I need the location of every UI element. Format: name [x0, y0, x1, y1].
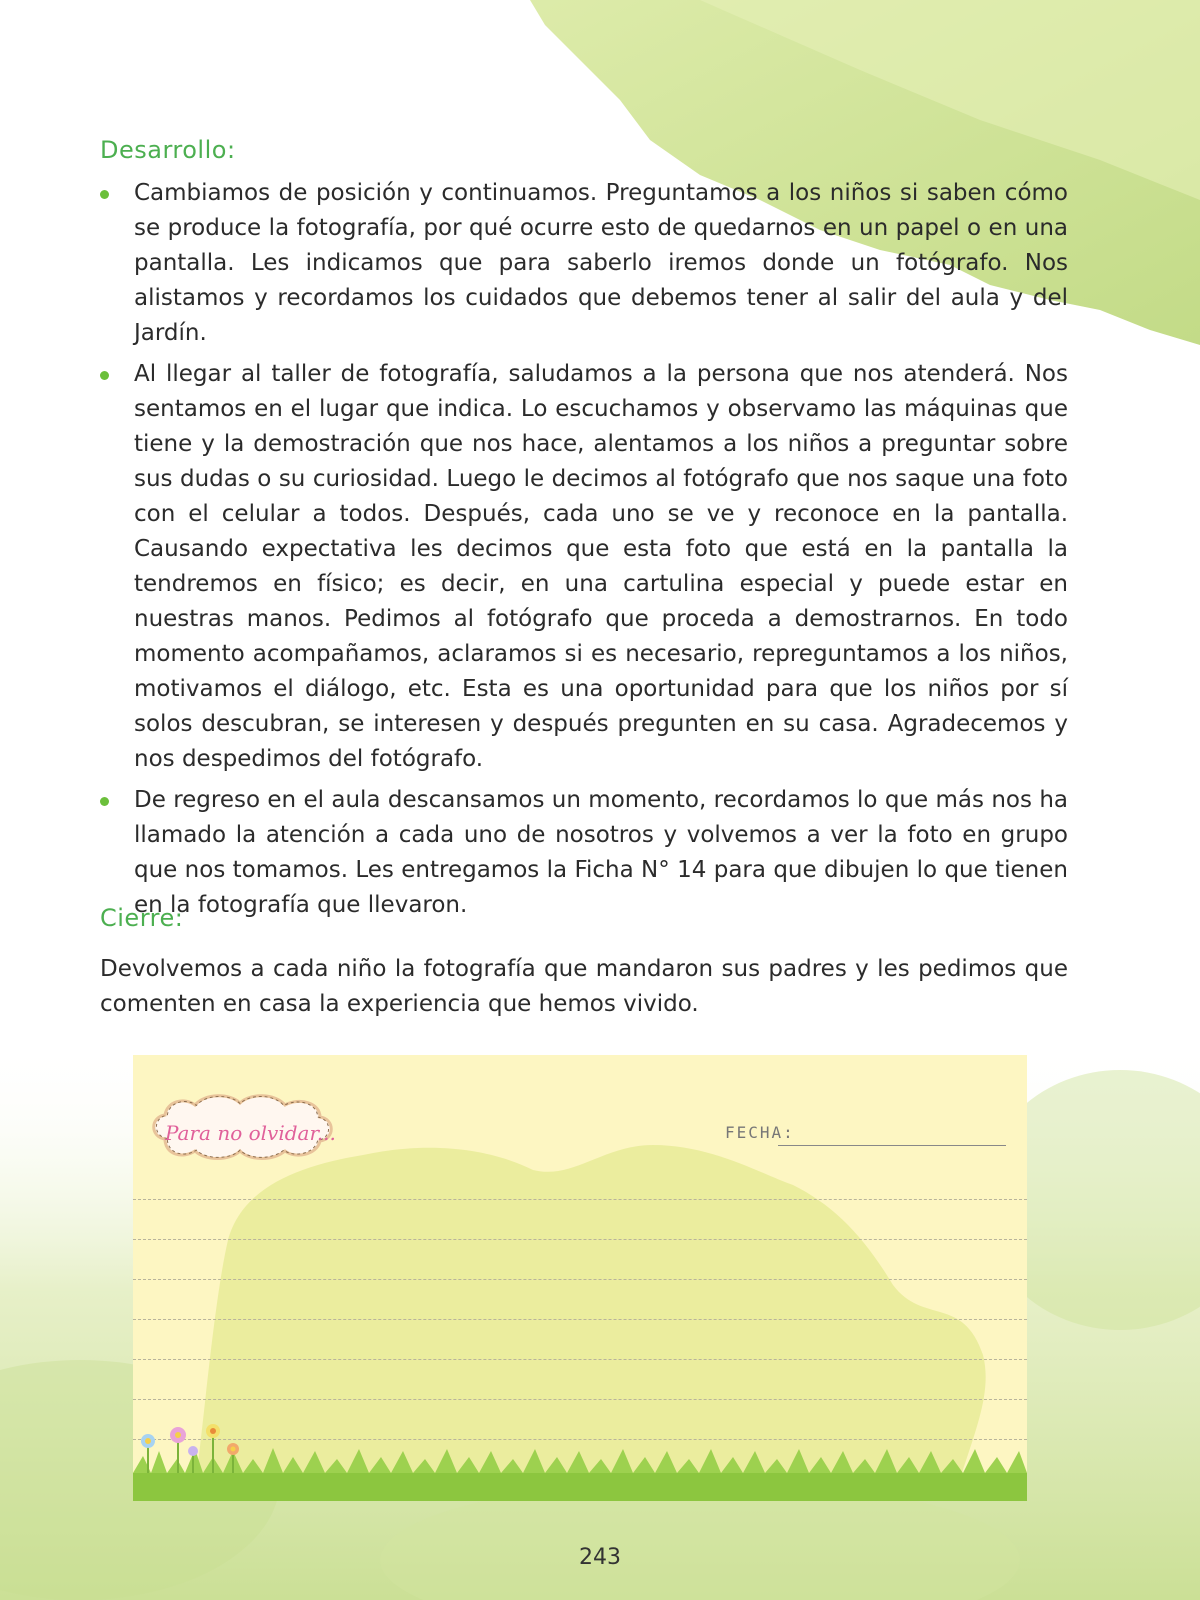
writing-line: [133, 1279, 1027, 1280]
desarrollo-list: [100, 176, 1068, 929]
list-item: [100, 357, 1068, 777]
list-item-text: De regreso en el aula descansamos un momento, recordamos lo que más nos ha llamado la atención a cada uno de nosotros y volvemos a ver la foto en grupo que nos tomamos. Les entregamos la Ficha N° 14 para que dibujen lo que tienen en la fotografía que llevaron.: [134, 787, 1068, 918]
cloud-label-text: Para no olvidar...: [165, 1121, 336, 1145]
grass-and-flowers-decoration: [133, 1421, 1027, 1501]
bullet-dot-icon: [100, 797, 109, 806]
writing-line: [133, 1359, 1027, 1360]
writing-line: [133, 1239, 1027, 1240]
page-number: 243: [579, 1545, 621, 1570]
note-card: [133, 1055, 1027, 1501]
list-item: [100, 176, 1068, 351]
list-item-text: Cambiamos de posición y continuamos. Preguntamos a los niños si saben cómo se produce la fotografía, por qué ocurre esto de quedarnos en un papel o en una pantalla. Les indicamos que para saberlo iremos donde un fotógrafo. Nos alistamos y recordamos los cuidados que debemos tener al salir del aula y del Jardín.: [134, 180, 1068, 346]
writing-line: [133, 1399, 1027, 1400]
writing-line: [133, 1199, 1027, 1200]
section-heading-desarrollo: Desarrollo:: [100, 136, 236, 164]
bullet-dot-icon: [100, 371, 109, 380]
date-label: FECHA:: [725, 1123, 795, 1142]
cierre-paragraph: Devolvemos a cada niño la fotografía que mandaron sus padres y les pedimos que comenten en casa la experiencia que hemos vivido.: [100, 956, 1068, 1017]
bullet-dot-icon: [100, 190, 109, 199]
list-item: [100, 783, 1068, 923]
section-heading-cierre: Cierre:: [100, 904, 184, 932]
date-input-line[interactable]: [778, 1145, 1006, 1146]
writing-line: [133, 1319, 1027, 1320]
list-item-text: Al llegar al taller de fotografía, saludamos a la persona que nos atenderá. Nos sentamos en el lugar que indica. Lo escuchamos y observamo las máquinas que tiene y la demostración que nos hace, alentamos a los niños a preguntar sobre sus dudas o su curiosidad. Luego le decimos al fotógrafo que nos saque una foto con el celular a todos. Después, cada uno se ve y reconoce en la pantalla. Causando expectativa les decimos que esta foto que está en la pantalla la tendremos en físico; es decir, en una cartulina especial y puede estar en nuestras manos. Pedimos al fotógrafo que proceda a demostrarnos. En todo momento acompañamos, aclaramos si es necesario, repreguntamos a los niños, motivamos el diálogo, etc. Esta es una oportunidad para que los niños por sí solos descubran, se interesen y después pregunten en su casa. Agradecemos y nos despedimos del fotógrafo.: [134, 361, 1068, 772]
